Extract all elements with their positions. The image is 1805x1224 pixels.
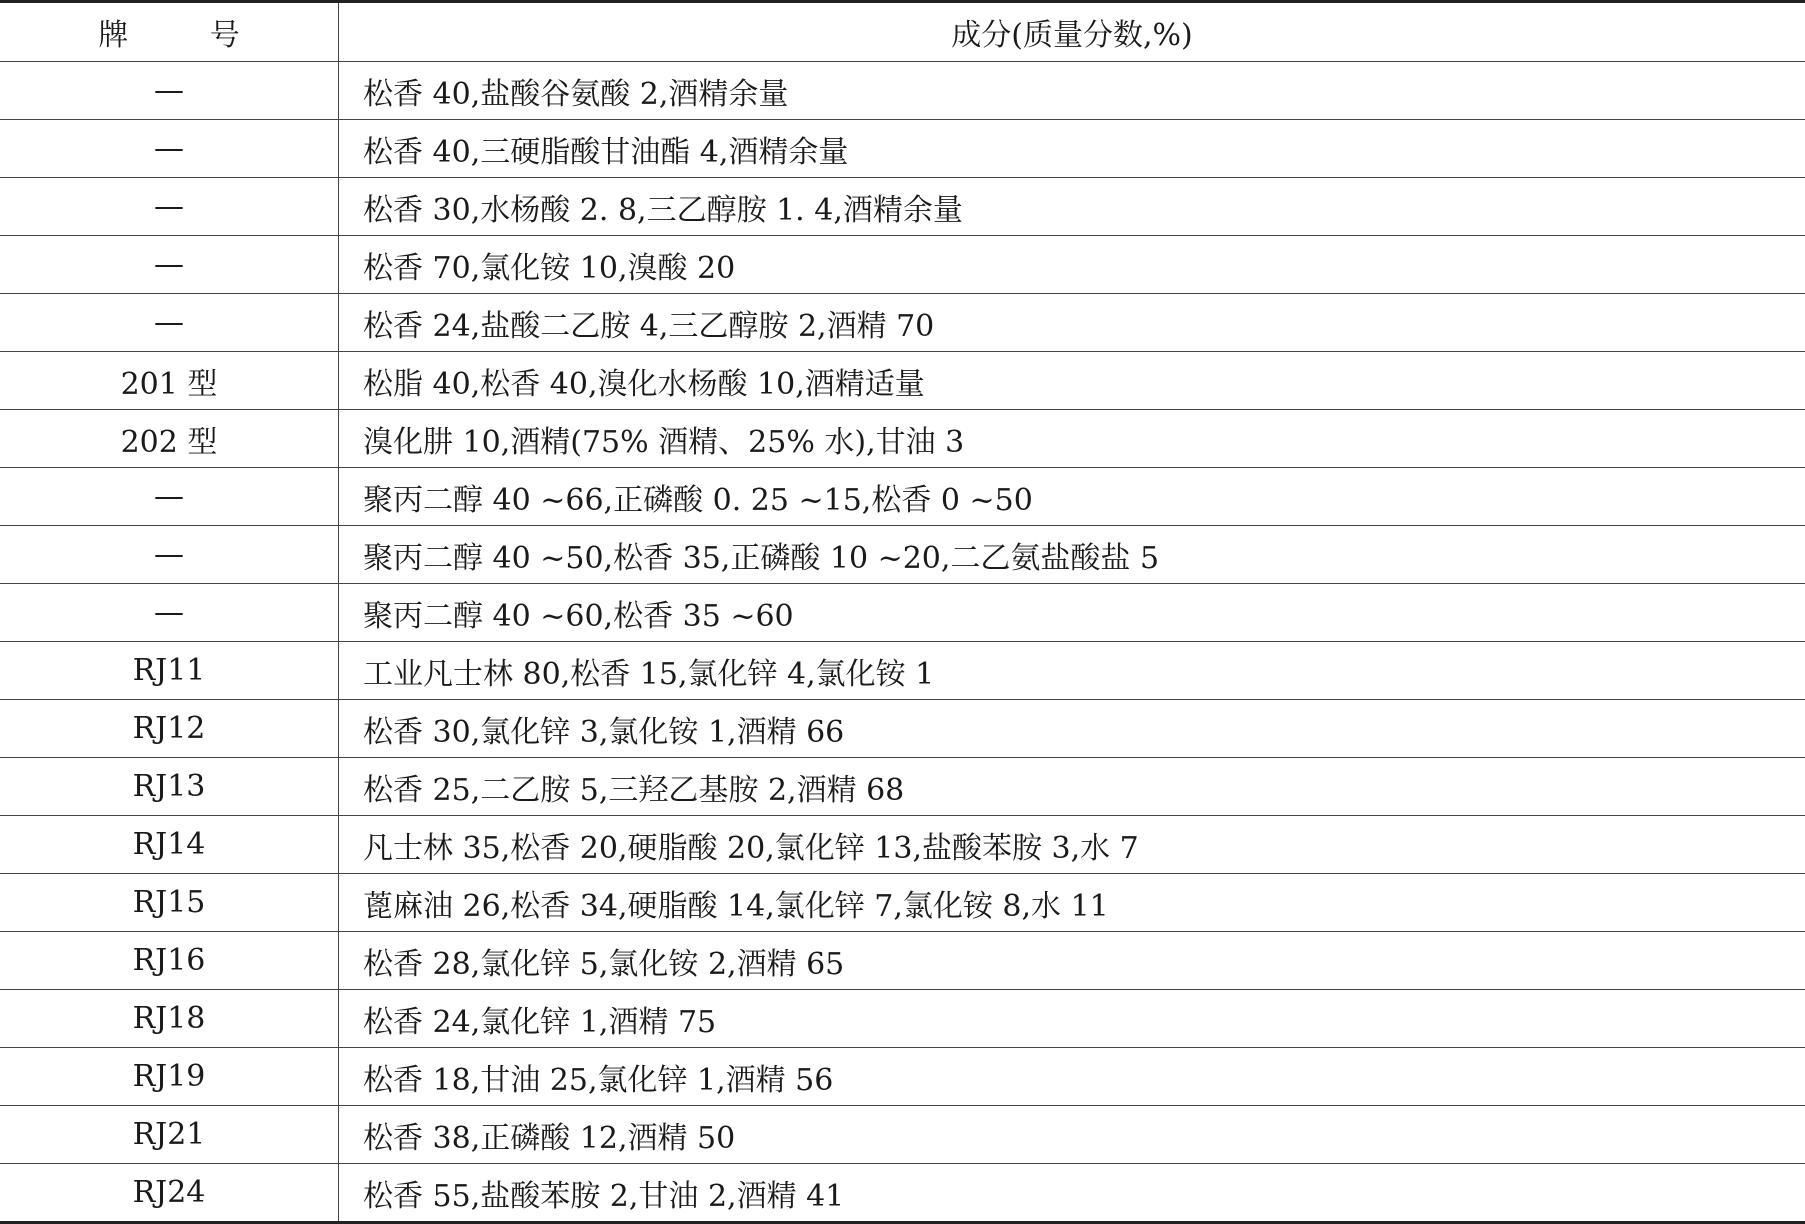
table-row	[0, 526, 1805, 584]
table-row	[0, 178, 1805, 236]
brand-cell: RJ16	[0, 932, 339, 990]
composition-cell: 松香 30,水杨酸 2. 8,三乙醇胺 1. 4,酒精余量	[339, 178, 1805, 236]
brand-cell: —	[0, 294, 339, 352]
brand-cell: RJ15	[0, 874, 339, 932]
table-row	[0, 758, 1805, 816]
composition-cell: 松香 28,氯化锌 5,氯化铵 2,酒精 65	[339, 932, 1805, 990]
composition-cell: 松香 70,氯化铵 10,溴酸 20	[339, 236, 1805, 294]
table-row	[0, 1164, 1805, 1223]
brand-cell: —	[0, 62, 339, 120]
table-row	[0, 62, 1805, 120]
header-row	[0, 2, 1805, 62]
table-row	[0, 352, 1805, 410]
brand-cell: —	[0, 120, 339, 178]
brand-cell: RJ18	[0, 990, 339, 1048]
brand-cell: —	[0, 584, 339, 642]
composition-cell: 聚丙二醇 40 ~60,松香 35 ~60	[339, 584, 1805, 642]
brand-cell: RJ24	[0, 1164, 339, 1223]
brand-cell: 202 型	[0, 410, 339, 468]
header-composition: 成分(质量分数,%)	[339, 2, 1805, 62]
header-brand: 牌 号	[0, 2, 339, 62]
brand-cell: —	[0, 468, 339, 526]
composition-cell: 蓖麻油 26,松香 34,硬脂酸 14,氯化锌 7,氯化铵 8,水 11	[339, 874, 1805, 932]
composition-cell: 松香 24,盐酸二乙胺 4,三乙醇胺 2,酒精 70	[339, 294, 1805, 352]
brand-cell: 201 型	[0, 352, 339, 410]
composition-cell: 聚丙二醇 40 ~66,正磷酸 0. 25 ~15,松香 0 ~50	[339, 468, 1805, 526]
composition-cell: 松香 24,氯化锌 1,酒精 75	[339, 990, 1805, 1048]
composition-cell: 松香 18,甘油 25,氯化锌 1,酒精 56	[339, 1048, 1805, 1106]
table-row	[0, 932, 1805, 990]
table-row	[0, 990, 1805, 1048]
table-row	[0, 1048, 1805, 1106]
composition-cell: 松香 30,氯化锌 3,氯化铵 1,酒精 66	[339, 700, 1805, 758]
table-row	[0, 236, 1805, 294]
composition-cell: 凡士林 35,松香 20,硬脂酸 20,氯化锌 13,盐酸苯胺 3,水 7	[339, 816, 1805, 874]
table-row	[0, 468, 1805, 526]
composition-cell: 松香 38,正磷酸 12,酒精 50	[339, 1106, 1805, 1164]
table-row	[0, 584, 1805, 642]
table-row	[0, 874, 1805, 932]
table-header	[0, 2, 1805, 62]
table-row	[0, 816, 1805, 874]
brand-cell: RJ14	[0, 816, 339, 874]
brand-cell: RJ19	[0, 1048, 339, 1106]
brand-cell: RJ11	[0, 642, 339, 700]
table-row	[0, 120, 1805, 178]
composition-cell: 松香 40,三硬脂酸甘油酯 4,酒精余量	[339, 120, 1805, 178]
table-row	[0, 1106, 1805, 1164]
brand-cell: RJ13	[0, 758, 339, 816]
table-row	[0, 410, 1805, 468]
composition-cell: 工业凡士林 80,松香 15,氯化锌 4,氯化铵 1	[339, 642, 1805, 700]
composition-cell: 松脂 40,松香 40,溴化水杨酸 10,酒精适量	[339, 352, 1805, 410]
brand-cell: RJ12	[0, 700, 339, 758]
composition-cell: 松香 25,二乙胺 5,三羟乙基胺 2,酒精 68	[339, 758, 1805, 816]
brand-cell: —	[0, 526, 339, 584]
composition-cell: 溴化肼 10,酒精(75% 酒精、25% 水),甘油 3	[339, 410, 1805, 468]
composition-cell: 松香 55,盐酸苯胺 2,甘油 2,酒精 41	[339, 1164, 1805, 1223]
brand-cell: RJ21	[0, 1106, 339, 1164]
table-body	[0, 62, 1805, 1223]
brand-cell: —	[0, 236, 339, 294]
table-row	[0, 700, 1805, 758]
brand-cell: —	[0, 178, 339, 236]
composition-cell: 聚丙二醇 40 ~50,松香 35,正磷酸 10 ~20,二乙氨盐酸盐 5	[339, 526, 1805, 584]
composition-cell: 松香 40,盐酸谷氨酸 2,酒精余量	[339, 62, 1805, 120]
table-row	[0, 642, 1805, 700]
table-row	[0, 294, 1805, 352]
